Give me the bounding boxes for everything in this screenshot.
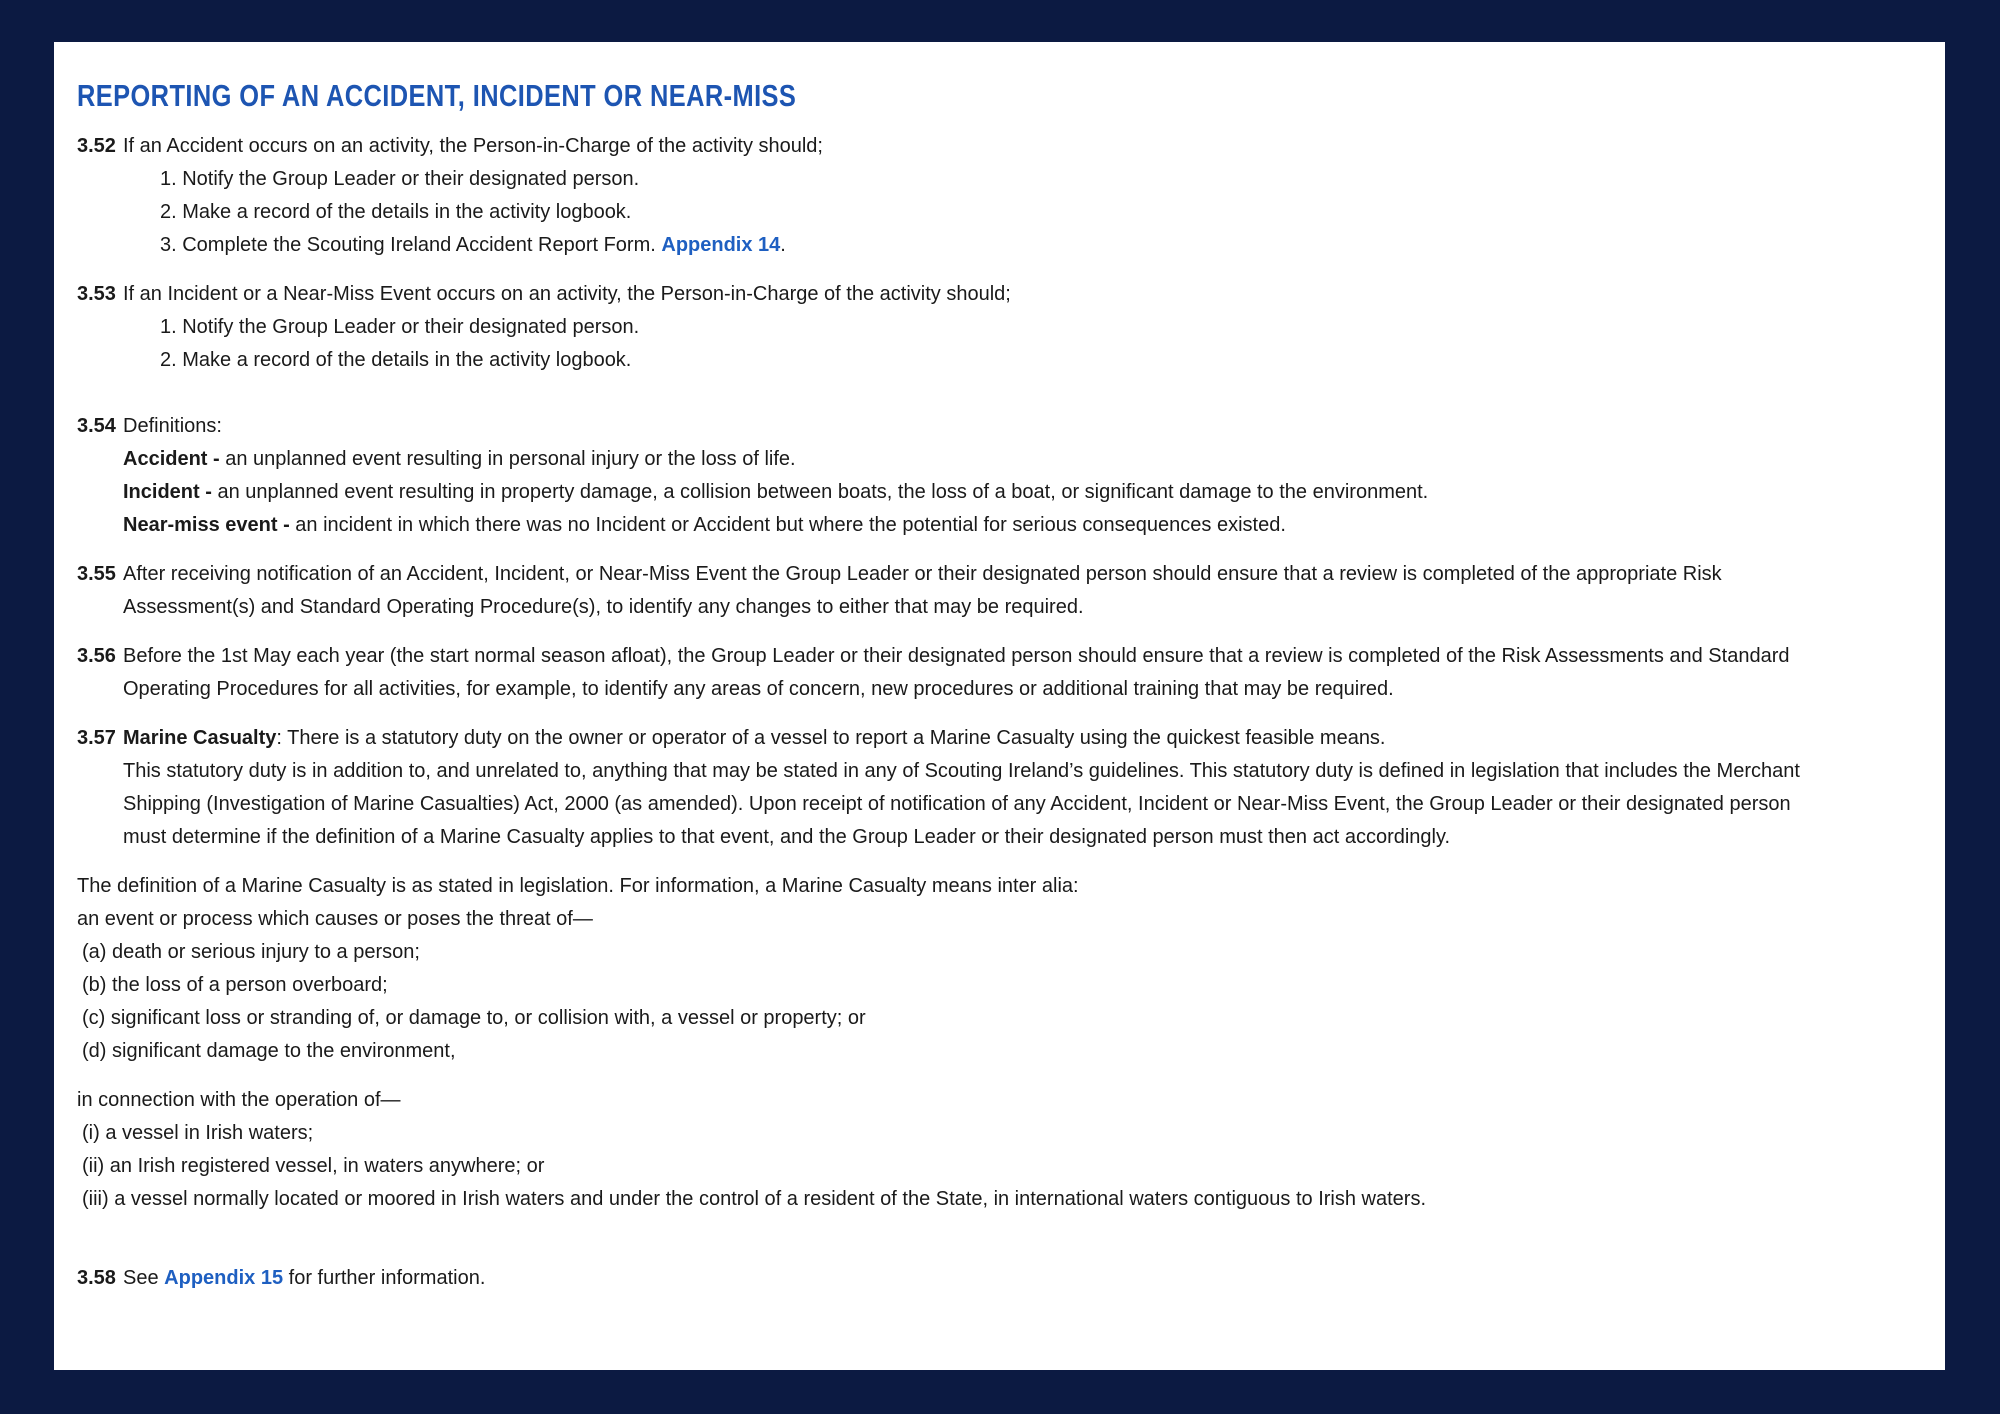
definition-item-b: (b) the loss of a person overboard; (82, 974, 388, 996)
section-3-52-text: If an Accident occurs on an activity, the Person-in-Charge of the activity should; (123, 135, 823, 157)
definition-item-iii: (iii) a vessel normally located or moored in Irish waters and under the control of a resident of the State, in international waters contiguous to Irish waters. (82, 1188, 1427, 1210)
definitions-list (123, 443, 1805, 542)
list-item-period: . (780, 234, 786, 256)
section-3-56 (77, 640, 1805, 706)
section-3-53-text: If an Incident or a Near-Miss Event occurs on an activity, the Person-in-Charge of the activity should; (123, 283, 1011, 305)
section-3-57-text-rest: : There is a statutory duty on the owner or operator of a vessel to report a Marine Casualty using the quickest feasible means. (276, 727, 1386, 749)
section-3-58-pre: See (123, 1267, 165, 1289)
definition-connection-line: in connection with the operation of— (77, 1089, 401, 1111)
section-3-55 (77, 558, 1805, 624)
marine-casualty-term: Marine Casualty (123, 727, 277, 749)
definition-accident (123, 443, 1805, 476)
section-3-58-post: for further information. (283, 1267, 486, 1289)
list-item: 2. Make a record of the details in the activity logbook. (160, 349, 632, 371)
section-3-57 (77, 722, 1805, 854)
definition-term: Accident - (123, 448, 226, 470)
section-3-58-text (123, 1262, 1805, 1295)
definition-item-d: (d) significant damage to the environment, (82, 1040, 456, 1062)
document-page (54, 42, 1945, 1370)
definition-intro-line1: The definition of a Marine Casualty is as stated in legislation. For information, a Marine Casualty means inter alia: (77, 875, 1079, 897)
definition-item-a: (a) death or serious injury to a person; (82, 941, 420, 963)
definition-text: an incident in which there was no Incident or Accident but where the potential for serious consequences existed. (295, 514, 1286, 536)
section-number-3-52: 3.52 (77, 135, 116, 157)
section-3-57-text-2: This statutory duty is in addition to, and unrelated to, anything that may be stated in any of Scouting Ireland’s guidelines. This statutory duty is defined in legislation that includes the Merchant Shipping (Investigation of Marine Casualties) Act, 2000 (as amended). Upon receipt of notification of any Accident, Incident or Near-Miss Event, the Group Leader or their designated person must determine if the definition of a Marine Casualty applies to that event, and the Group Leader or their designated person must then act accordingly. (123, 760, 1800, 848)
section-3-58 (77, 1262, 1805, 1295)
list-item-text: 3. Complete the Scouting Ireland Accident Report Form. (160, 234, 662, 256)
list-item: 2. Make a record of the details in the activity logbook. (160, 201, 632, 223)
section-3-52-list (160, 163, 1805, 262)
section-number-3-58: 3.58 (77, 1267, 116, 1289)
definition-near-miss (123, 509, 1805, 542)
section-number-3-56: 3.56 (77, 645, 116, 667)
definition-intro-line2: an event or process which causes or poses the threat of— (77, 908, 593, 930)
section-number-3-54: 3.54 (77, 415, 116, 437)
section-3-57-text (123, 722, 1805, 755)
appendix-15-link[interactable]: Appendix 15 (164, 1267, 284, 1289)
section-3-54 (77, 410, 1805, 542)
marine-casualty-definition (77, 870, 1805, 1068)
list-item (160, 229, 1805, 262)
list-item: 1. Notify the Group Leader or their designated person. (160, 168, 640, 190)
definition-term: Near-miss event - (123, 514, 296, 536)
section-3-56-text: Before the 1st May each year (the start normal season afloat), the Group Leader or their designated person should ensure that a review is completed of the Risk Assessments and Standard Operating Procedures for all activities, for example, to identify any areas of concern, new procedures or additional training that may be required. (123, 645, 1790, 700)
definition-incident (123, 476, 1805, 509)
definition-item-i: (i) a vessel in Irish waters; (82, 1122, 314, 1144)
page-title: REPORTING OF AN ACCIDENT, INCIDENT OR NEAR-MISS (77, 78, 797, 113)
section-3-52 (77, 130, 1805, 262)
section-3-53-list (160, 311, 1805, 377)
definition-items-abc (77, 936, 1805, 1068)
definition-item-ii: (ii) an Irish registered vessel, in waters anywhere; or (82, 1155, 545, 1177)
definition-text: an unplanned event resulting in property damage, a collision between boats, the loss of a boat, or significant damage to the environment. (217, 481, 1429, 503)
definition-connection-block (77, 1084, 1805, 1216)
definition-items-roman (77, 1117, 1805, 1216)
list-item: 1. Notify the Group Leader or their designated person. (160, 316, 640, 338)
section-number-3-55: 3.55 (77, 563, 116, 585)
section-3-53 (77, 278, 1805, 377)
appendix-14-link[interactable]: Appendix 14 (661, 234, 781, 256)
definition-item-c: (c) significant loss or stranding of, or damage to, or collision with, a vessel or property; or (82, 1007, 866, 1029)
definition-term: Incident - (123, 481, 218, 503)
section-3-55-text: After receiving notification of an Accident, Incident, or Near-Miss Event the Group Leader or their designated person should ensure that a review is completed of the appropriate Risk Assessment(s) and Standard Operating Procedure(s), to identify any changes to either that may be required. (123, 563, 1722, 618)
definition-text: an unplanned event resulting in personal injury or the loss of life. (225, 448, 796, 470)
section-3-54-text: Definitions: (123, 415, 222, 437)
section-number-3-53: 3.53 (77, 283, 116, 305)
section-number-3-57: 3.57 (77, 727, 116, 749)
